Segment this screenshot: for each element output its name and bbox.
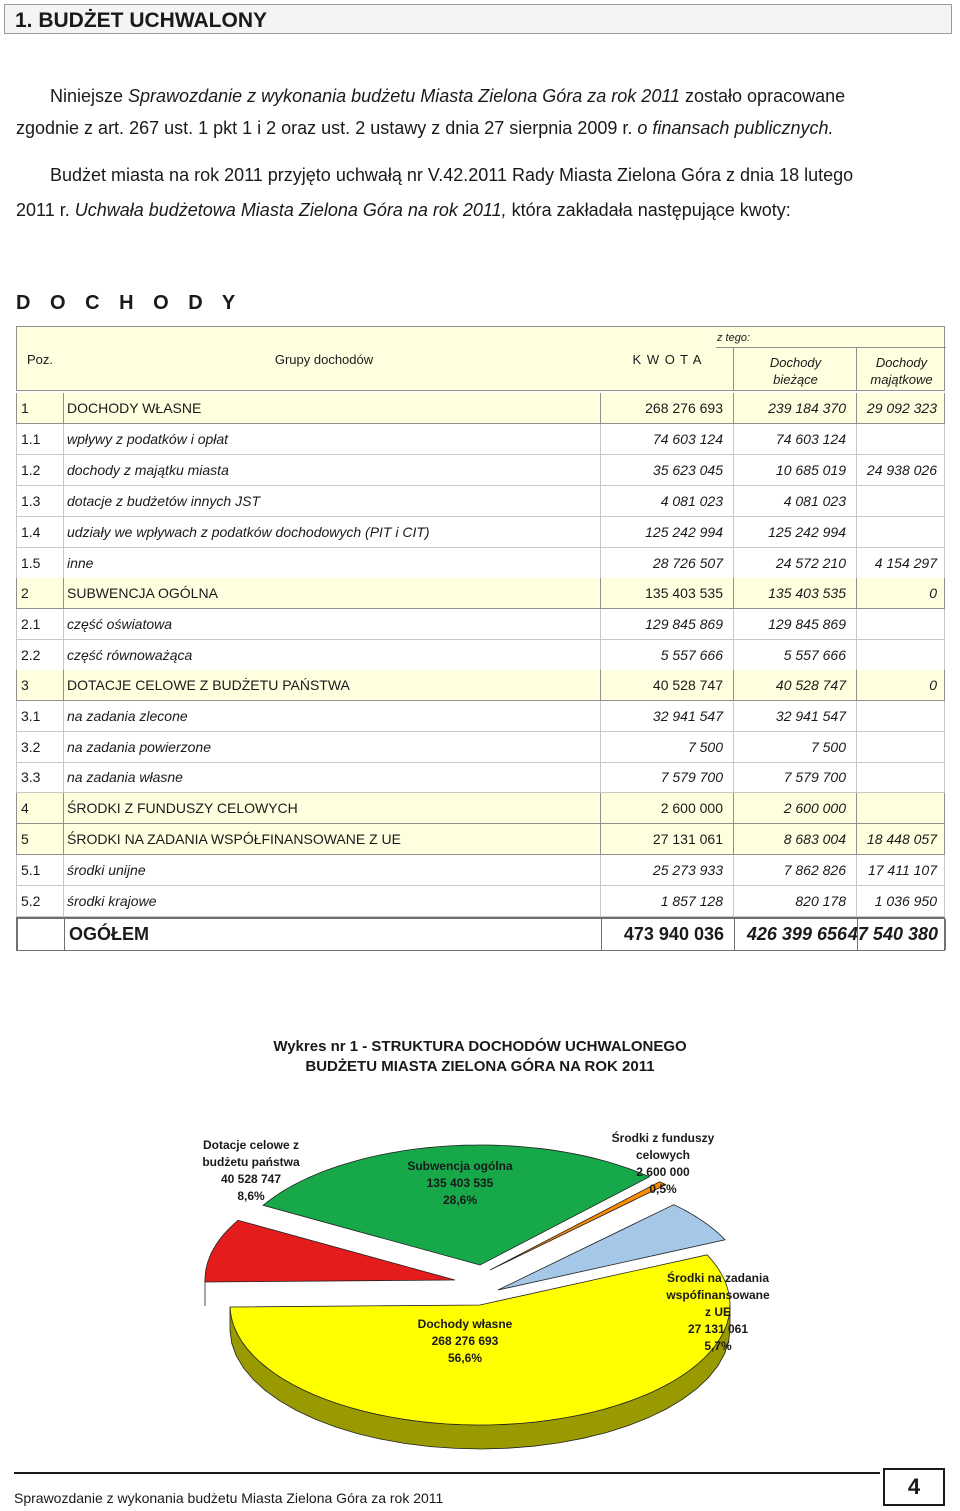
pie-label: [598, 1130, 728, 1198]
table-row: [16, 393, 945, 424]
cell-biezace: 7 862 826: [733, 855, 856, 885]
cell-biezace: 10 685 019: [733, 455, 856, 485]
cell-biezace: 5 557 666: [733, 640, 856, 670]
table-row: [16, 701, 945, 732]
cell-name: SUBWENCJA OGÓLNA: [63, 578, 600, 608]
table-row: [16, 855, 945, 886]
resolution-ref: Uchwała budżetowa Miasta Zielona Góra na rok 2011,: [74, 200, 507, 220]
page-number: 4: [883, 1468, 945, 1506]
table-row: [16, 486, 945, 517]
cell-majatkowe: 29 092 323: [856, 393, 945, 423]
pie-label-line: budżetu państwa: [202, 1155, 300, 1169]
cell-biezace: 4 081 023: [733, 486, 856, 516]
table-row: [16, 517, 945, 548]
cell-poz: 1.4: [16, 517, 63, 547]
cell-majatkowe: 18 448 057: [856, 824, 945, 854]
table-row: [16, 793, 945, 824]
intro-text: zostało opracowane: [680, 86, 846, 106]
cell-poz: 1.1: [16, 424, 63, 454]
cell-biezace: 40 528 747: [733, 670, 856, 700]
cell-kwota: 25 273 933: [600, 855, 733, 885]
pie-label: [196, 1137, 306, 1205]
intro-text: zgodnie z art. 267 ust. 1 pkt 1 i 2 oraz ust. 2 ustawy z dnia 27 sierpnia 2009 r.: [16, 118, 638, 138]
cell-poz: 1.2: [16, 455, 63, 485]
intro-text: Niniejsze: [50, 86, 129, 106]
cell-poz: 4: [16, 793, 63, 823]
pie-label-line: 8,6%: [237, 1189, 265, 1203]
header-majatkowe-l2: majątkowe: [870, 372, 933, 387]
header-biezace: [734, 355, 857, 387]
cell-majatkowe: 1 036 950: [856, 886, 945, 916]
pie-label-line: Dochody własne: [417, 1317, 513, 1331]
cell-kwota: 135 403 535: [600, 578, 733, 608]
section-title: 1. BUDŻET UCHWALONY: [15, 9, 267, 32]
cell-biezace: 2 600 000: [733, 793, 856, 823]
cell-majatkowe: 0: [856, 670, 945, 700]
total-name: OGÓŁEM: [64, 919, 601, 950]
cell-biezace: 7 579 700: [733, 762, 856, 792]
cell-biezace: 7 500: [733, 732, 856, 762]
table-row: [16, 548, 945, 579]
cell-kwota: 4 081 023: [600, 486, 733, 516]
pie-label-line: 2 600 000: [636, 1165, 690, 1179]
cell-majatkowe: [856, 486, 945, 516]
cell-poz: 5.2: [16, 886, 63, 916]
table-row: [16, 886, 945, 917]
cell-kwota: 129 845 869: [600, 609, 733, 639]
cell-biezace: 24 572 210: [733, 548, 856, 578]
cell-name: na zadania powierzone: [63, 732, 600, 762]
cell-poz: 1: [16, 393, 63, 423]
cell-poz: 1.3: [16, 486, 63, 516]
pie-chart: [0, 1100, 960, 1460]
cell-poz: 3.3: [16, 762, 63, 792]
cell-kwota: 32 941 547: [600, 701, 733, 731]
cell-name: DOCHODY WŁASNE: [63, 393, 600, 423]
cell-name: ŚRODKI Z FUNDUSZY CELOWYCH: [63, 793, 600, 823]
table-row: [16, 578, 945, 609]
cell-majatkowe: 4 154 297: [856, 548, 945, 578]
dochody-heading: D O C H O D Y: [16, 292, 243, 314]
cell-kwota: 7 500: [600, 732, 733, 762]
total-biezace: 426 399 656: [734, 919, 857, 950]
cell-majatkowe: [856, 762, 945, 792]
intro-text: 2011 r.: [16, 200, 75, 220]
pie-label-line: wspófinansowane: [666, 1288, 770, 1302]
cell-poz: 2: [16, 578, 63, 608]
cell-kwota: 5 557 666: [600, 640, 733, 670]
chart-title-line-1: Wykres nr 1 - STRUKTURA DOCHODÓW UCHWALONEGO: [273, 1038, 687, 1055]
table-row: [16, 424, 945, 455]
pie-label-line: 5,7%: [704, 1339, 732, 1353]
header-majatkowe-l1: Dochody: [875, 355, 928, 370]
cell-kwota: 27 131 061: [600, 824, 733, 854]
cell-kwota: 40 528 747: [600, 670, 733, 700]
cell-name: DOTACJE CELOWE Z BUDŻETU PAŃSTWA: [63, 670, 600, 700]
cell-name: część równoważąca: [63, 640, 600, 670]
cell-biezace: 239 184 370: [733, 393, 856, 423]
table-row: [16, 609, 945, 640]
chart-title-line-2: BUDŻETU MIASTA ZIELONA GÓRA NA ROK 2011: [305, 1058, 655, 1075]
cell-poz: 2.2: [16, 640, 63, 670]
intro-line-1: [50, 86, 845, 106]
law-title-ref: o finansach publicznych.: [637, 118, 834, 138]
pie-label-line: Dotacje celowe z: [202, 1138, 300, 1152]
cell-name: na zadania własne: [63, 762, 600, 792]
cell-majatkowe: [856, 732, 945, 762]
footer-rule: [14, 1472, 880, 1474]
cell-poz: 1.5: [16, 548, 63, 578]
intro-line-4: [16, 200, 791, 220]
pie-label: [400, 1316, 530, 1367]
cell-poz: 3: [16, 670, 63, 700]
header-grupy: Grupy dochodów: [274, 352, 374, 367]
cell-name: dochody z majątku miasta: [63, 455, 600, 485]
cell-poz: 3.1: [16, 701, 63, 731]
cell-biezace: 125 242 994: [733, 517, 856, 547]
total-row: [16, 917, 945, 951]
cell-kwota: 7 579 700: [600, 762, 733, 792]
header-col-sep: [856, 347, 857, 391]
cell-majatkowe: [856, 517, 945, 547]
table-row: [16, 762, 945, 793]
cell-poz: 2.1: [16, 609, 63, 639]
cell-biezace: 135 403 535: [733, 578, 856, 608]
intro-text: która zakładała następujące kwoty:: [506, 200, 791, 220]
pie-label-line: Subwencja ogólna: [407, 1159, 513, 1173]
header-biezace-l2: bieżące: [773, 372, 818, 387]
cell-poz: 5: [16, 824, 63, 854]
table-row: [16, 732, 945, 763]
pie-label: [400, 1158, 520, 1209]
section-header: [4, 4, 952, 34]
pie-label-line: Środki z funduszy: [611, 1131, 715, 1145]
table-row: [16, 670, 945, 701]
cell-majatkowe: 0: [856, 578, 945, 608]
report-title-ref: Sprawozdanie z wykonania budżetu Miasta Zielona Góra za rok 2011: [128, 86, 681, 106]
pie-label-line: 40 528 747: [220, 1172, 282, 1186]
pie-label-line: z UE: [704, 1305, 731, 1319]
cell-majatkowe: [856, 424, 945, 454]
pie-label: [648, 1270, 788, 1355]
header-kwota: K W O T A: [632, 352, 703, 367]
intro-line-3: Budżet miasta na rok 2011 przyjęto uchwałą nr V.42.2011 Rady Miasta Zielona Góra z dnia 18 lutego: [50, 165, 854, 185]
pie-label-line: 28,6%: [442, 1193, 478, 1207]
cell-biezace: 820 178: [733, 886, 856, 916]
pie-label-line: Środki na zadania: [666, 1271, 770, 1285]
cell-name: udziały we wpływach z podatków dochodowych (PIT i CIT): [63, 517, 600, 547]
cell-majatkowe: 24 938 026: [856, 455, 945, 485]
cell-name: ŚRODKI NA ZADANIA WSPÓŁFINANSOWANE Z UE: [63, 824, 600, 854]
header-col-sep: [733, 347, 734, 391]
cell-name: środki unijne: [63, 855, 600, 885]
cell-name: wpływy z podatków i opłat: [63, 424, 600, 454]
cell-name: część oświatowa: [63, 609, 600, 639]
cell-biezace: 129 845 869: [733, 609, 856, 639]
cell-kwota: 1 857 128: [600, 886, 733, 916]
footer-text: Sprawozdanie z wykonania budżetu Miasta Zielona Góra za rok 2011: [14, 1490, 444, 1506]
pie-label-line: 27 131 061: [687, 1322, 749, 1336]
header-z-tego: z tego:: [717, 332, 751, 344]
header-majatkowe: [857, 355, 946, 387]
table-row: [16, 640, 945, 671]
table-row: [16, 455, 945, 486]
cell-kwota: 74 603 124: [600, 424, 733, 454]
cell-majatkowe: [856, 640, 945, 670]
pie-label-line: 0,5%: [649, 1182, 677, 1196]
cell-kwota: 28 726 507: [600, 548, 733, 578]
cell-poz: 3.2: [16, 732, 63, 762]
cell-majatkowe: [856, 701, 945, 731]
table-row: [16, 824, 945, 855]
cell-name: dotacje z budżetów innych JST: [63, 486, 600, 516]
cell-biezace: 32 941 547: [733, 701, 856, 731]
cell-name: na zadania zlecone: [63, 701, 600, 731]
cell-name: inne: [63, 548, 600, 578]
intro-line-2: [16, 118, 834, 138]
cell-majatkowe: [856, 609, 945, 639]
header-poz: Poz.: [27, 352, 54, 367]
header-divider: [716, 347, 946, 348]
cell-kwota: 35 623 045: [600, 455, 733, 485]
pie-label-line: 56,6%: [447, 1351, 483, 1365]
pie-label-line: 135 403 535: [426, 1176, 494, 1190]
cell-kwota: 268 276 693: [600, 393, 733, 423]
cell-majatkowe: 17 411 107: [856, 855, 945, 885]
cell-kwota: 2 600 000: [600, 793, 733, 823]
cell-biezace: 8 683 004: [733, 824, 856, 854]
table-header: [16, 326, 945, 391]
total-majatkowe: 47 540 380: [857, 919, 946, 950]
header-biezace-l1: Dochody: [769, 355, 822, 370]
pie-label-line: celowych: [635, 1148, 691, 1162]
cell-majatkowe: [856, 793, 945, 823]
total-poz: [17, 919, 64, 950]
total-kwota: 473 940 036: [601, 919, 734, 950]
cell-biezace: 74 603 124: [733, 424, 856, 454]
cell-poz: 5.1: [16, 855, 63, 885]
pie-label-line: 268 276 693: [431, 1334, 499, 1348]
cell-kwota: 125 242 994: [600, 517, 733, 547]
cell-name: środki krajowe: [63, 886, 600, 916]
